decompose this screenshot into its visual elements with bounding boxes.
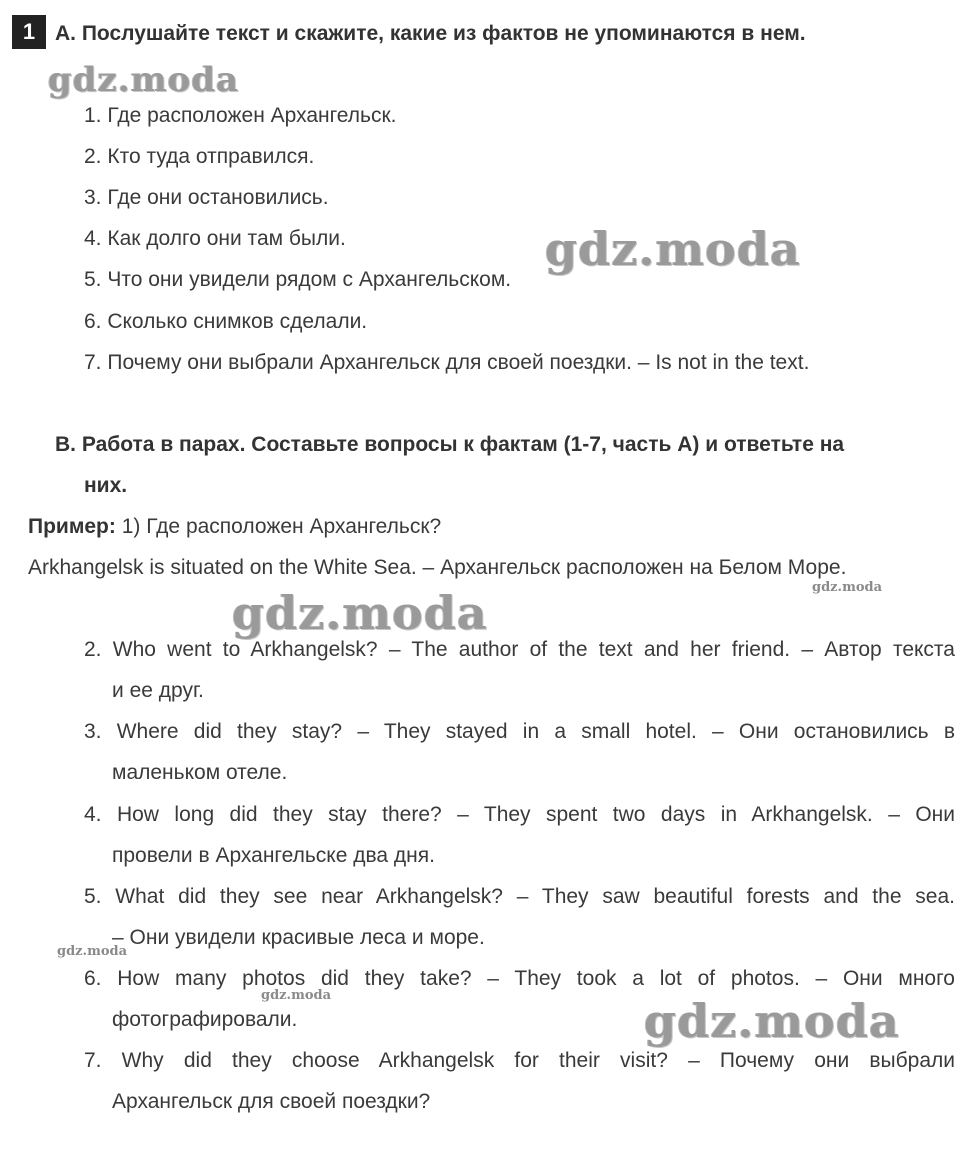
part-a-title: A. Послушайте текст и скажите, какие из фактов не упоминаются в нем.	[55, 22, 806, 45]
watermark-logo: gdz.moda	[644, 994, 900, 1048]
answer-line: Архангельск для своей поездки?	[112, 1090, 431, 1113]
part-b-title-continued: них.	[84, 474, 128, 497]
answer-line: маленьком отеле.	[112, 761, 288, 784]
list-item: 7. Почему они выбрали Архангельск для своей поездки. – Is not in the text.	[84, 351, 810, 374]
part-b-title: B. Работа в парах. Составьте вопросы к фактам (1-7, часть А) и ответьте на	[55, 433, 845, 456]
list-item: 6. Сколько снимков сделали.	[84, 310, 368, 333]
watermark-small: gdz.moda	[812, 580, 883, 595]
watermark-small: gdz.moda	[261, 988, 332, 1003]
watermark-logo: gdz.moda	[48, 60, 240, 100]
answer-line: фотографировали.	[112, 1008, 298, 1031]
list-item: 4. Как долго они там были.	[84, 227, 346, 250]
answer-line: 7. Why did they choose Arkhangelsk for their visit? – Почему они выбрали	[84, 1049, 955, 1072]
watermark-small: gdz.moda	[57, 944, 128, 959]
list-item: 1. Где расположен Архангельск.	[84, 104, 397, 127]
list-item: 2. Кто туда отправился.	[84, 145, 315, 168]
list-item: 5. Что они увидели рядом с Архангельском.	[84, 268, 512, 291]
answer-line: и ее друг.	[112, 679, 204, 702]
list-item: 3. Где они остановились.	[84, 186, 329, 209]
answer-line: 5. What did they see near Arkhangelsk? – They saw beautiful forests and the sea.	[84, 885, 955, 908]
example-line	[28, 514, 441, 540]
example-question: 1) Где расположен Архангельск?	[115, 515, 442, 538]
watermark-logo: gdz.moda	[545, 222, 801, 276]
example-answer: Arkhangelsk is situated on the White Sea. – Архангельск расположен на Белом Море.	[28, 556, 847, 579]
watermark-logo: gdz.moda	[232, 586, 488, 640]
answer-line: 3. Where did they stay? – They stayed in a small hotel. – Они остановились в	[84, 720, 955, 743]
answer-line: – Они увидели красивые леса и море.	[112, 926, 485, 949]
answer-line: провели в Архангельске два дня.	[112, 844, 435, 867]
answer-line: 4. How long did they stay there? – They spent two days in Arkhangelsk. – Они	[84, 803, 955, 826]
answer-line: 2. Who went to Arkhangelsk? – The author of the text and her friend. – Автор текста	[84, 638, 955, 661]
answer-line: 6. How many photos did they take? – They took a lot of photos. – Они много	[84, 967, 955, 990]
exercise-number-badge: 1	[12, 15, 46, 49]
example-label: Пример:	[28, 515, 116, 538]
